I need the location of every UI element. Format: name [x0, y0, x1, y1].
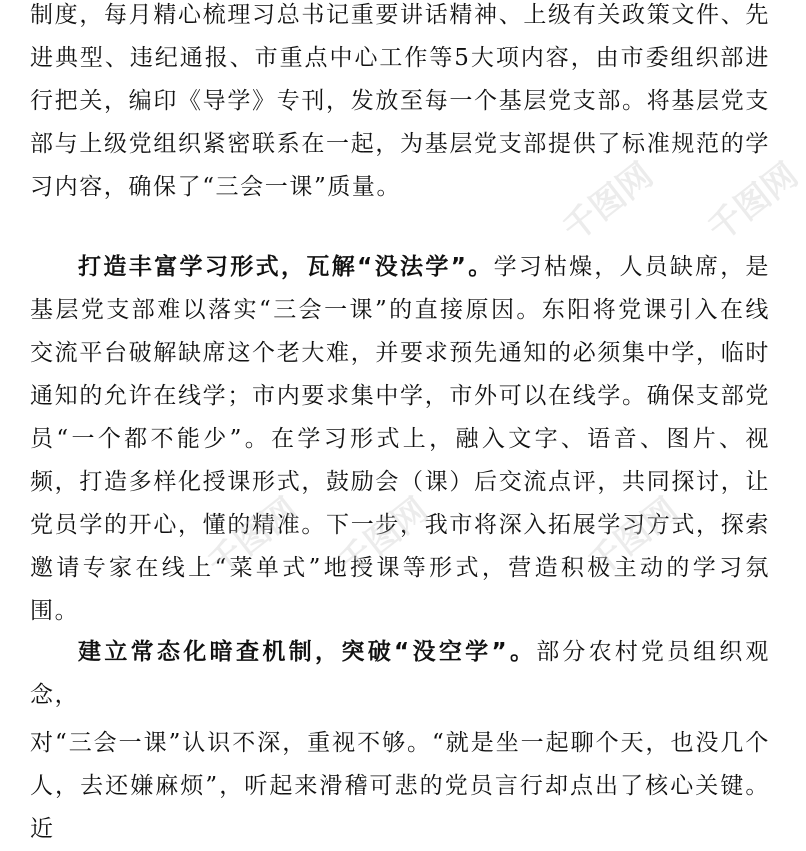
- paragraph-2-body: 学习枯燥，人员缺席，是基层党支部难以落实“三会一课”的直接原因。东阳将党课引入在线交流平台破解缺席这个老大难，并要求预先通知的必须集中学，临时通知的允许在线学；市内要求集中学，市外可以在线学。确保支部党员“一个都不能少”。在学习形式上，融入文字、语音、图片、视频，打造多样化授课形式，鼓励会（课）后交流点评，共同探讨，让党员学的开心，懂的精准。下一步，我市将深入拓展学习方式，探索邀请专家在线上“菜单式”地授课等形式，营造积极主动的学习氛围。: [30, 254, 770, 624]
- paragraph-3: [30, 631, 770, 717]
- paragraph-1: 制度，每月精心梳理习总书记重要讲话精神、上级有关政策文件、先进典型、违纪通报、市重点中心工作等5大项内容，由市委组织部进行把关，编印《导学》专刊，发放至每一个基层党支部。将基层党支部与上级党组织紧密联系在一起，为基层党支部提供了标准规范的学习内容，确保了“三会一课”质量。: [30, 2, 770, 200]
- paragraph-2-heading: 打造丰富学习形式，瓦解“没法学”。: [78, 254, 494, 280]
- paragraph-3-heading: 建立常态化暗查机制，突破“没空学”。: [78, 639, 537, 665]
- watermark-logo: 千图网: [700, 155, 806, 250]
- watermark-logo: 千图网: [200, 490, 306, 585]
- watermark-logo: 千图网: [555, 155, 661, 250]
- paragraph-4: 对“三会一课”认识不深，重视不够。“就是坐一起聊个天，也没几个人，去还嫌麻烦”，听起来滑稽可悲的党员言行却点出了核心关键。近: [30, 730, 770, 842]
- paragraph-3-body: 部分农村党员组织观念，: [30, 639, 770, 708]
- watermark-logo: 千图网: [330, 490, 436, 585]
- paragraph-2: [30, 246, 770, 633]
- watermark-logo: 千图网: [580, 490, 686, 585]
